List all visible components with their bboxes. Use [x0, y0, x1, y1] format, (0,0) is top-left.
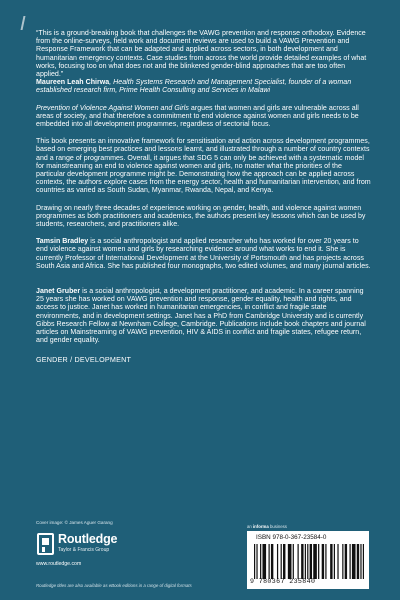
barcode-bar: [262, 544, 266, 579]
barcode-bar: [277, 544, 278, 579]
author-bio-text-1: is a social anthropologist and applied researcher who has worked for over 20 years to end violence against women and girls by researching evidence around what works to end it. She is currently Professor of International Development at the University of Portsmouth and has projects across South Asia and Africa. She has published four monographs, two edited volumes, and many journal articles.: [36, 238, 371, 270]
endorser-name: Maureen Leah Chirwa: [36, 79, 110, 87]
barcode-bar: [334, 544, 335, 579]
author-bio-text-2: is a social anthropologist, a development practitioner, and academic. In a career spanning 25 years she has worked on VAWG prevention and response, gender equality, health and rights, and access to justice. Janet has worked in humanitarian emergencies, in conflict and fragile state environments, and in development settings. Janet has a PhD from Cambridge University and is currently Gibbs Research Fellow at Newnham College, Cambridge. Publications include book chapters and journal articles on Mainstreaming of VAWG prevention, HIV & AIDS in conflict and fragile states, refugee return, and gender equality.: [36, 288, 366, 345]
barcode-bar: [254, 544, 255, 579]
barcode-bar: [330, 544, 332, 579]
barcode-bar: [357, 544, 359, 579]
barcode-bar: [342, 544, 343, 579]
endorsement-attribution: [36, 79, 371, 95]
quote-mark-decoration: [21, 16, 36, 30]
barcode-bar: [322, 544, 324, 579]
barcode-bar: [310, 544, 312, 579]
barcode-bar: [293, 544, 294, 579]
author-name-1: Tamsin Bradley: [36, 238, 89, 246]
publisher-name: Routledge: [58, 532, 118, 546]
barcode-bar: [325, 544, 326, 579]
author-bio-2: [36, 288, 371, 345]
imprint-prefix: an: [247, 524, 253, 529]
publisher-group: Taylor & Francis Group: [58, 547, 110, 553]
barcode-bar: [271, 544, 273, 579]
back-cover-text: [36, 30, 371, 364]
imprint-company: informa: [252, 524, 269, 529]
barcode-bar: [281, 544, 282, 579]
barcode-bar: [345, 544, 347, 579]
barcode-bar: [301, 544, 303, 579]
author-bio-1: [36, 238, 371, 271]
barcode-bar: [337, 544, 338, 579]
book-title-inline: Prevention of Violence Against Women and Girls: [36, 104, 189, 112]
barcode-bar: [352, 544, 356, 579]
description-p1-text: argues that women and girls are vulnerable across all areas of society, and that therefore a commitment to end violence against women and girls needs to be embedded into all development programmes, regardless of sectorial focus.: [36, 104, 359, 129]
barcode-bar: [298, 544, 299, 579]
barcode-bar: [307, 544, 308, 579]
cover-image-credit: Cover image: © James Aguer Garang: [36, 520, 113, 525]
author-name-2: Janet Gruber: [36, 288, 81, 296]
description-paragraph-1: [36, 105, 371, 130]
barcode-bar: [305, 544, 306, 579]
barcode-bar: [363, 544, 364, 579]
barcode-bars: [254, 544, 364, 579]
description-paragraph-3: Drawing on nearly three decades of experience working on gender, health, and violence against women programmes as both practitioners and academics, the authors present key lessons which can be used by students, researchers, and practitioners alike.: [36, 204, 366, 229]
informa-imprint: [247, 524, 287, 529]
barcode-bar: [360, 544, 361, 579]
description-paragraph-2: This book presents an innovative framework for sensitisation and action across development programmes, based on emerging best practices and lessons learnt, and illustrated through a number of country contexts and a range of programmes. Overall, it argues that SDG 5 can only be achieved with a systematic model for mainstreaming an end to violence against women and girls, no matter what the priorities of the particular development programme might be. Demonstrating how the approach can be applied across contexts, the authors explore cases from the energy sector, health and humanitarian intervention, and from countries as varied as South Sudan, Myanmar, Rwanda, Nepal, and Kenya.: [36, 138, 371, 195]
publisher-url: www.routledge.com: [36, 561, 82, 567]
barcode-bar: [256, 544, 257, 579]
ebook-note: Routledge titles are also available as eBook editions in a range of digital formats: [36, 583, 192, 588]
imprint-suffix: business: [268, 524, 287, 529]
endorsement: [36, 30, 371, 96]
barcode-bar: [349, 544, 350, 579]
endorser-role: , Health Systems Research and Management Specialist, founder of a woman established research firm, Prime Health Consulting and Services in Malawi: [36, 79, 352, 95]
isbn-label: ISBN 978-0-367-23584-0: [256, 534, 327, 541]
barcode-bar: [283, 544, 285, 579]
publisher-block: [36, 530, 146, 570]
barcode-bar: [318, 544, 319, 579]
routledge-logo-icon: [36, 532, 56, 556]
subject-category: GENDER / DEVELOPMENT: [36, 354, 132, 364]
barcode-bar: [260, 544, 261, 579]
barcode-bar: [313, 544, 317, 579]
barcode-digits: 9 780367 235840: [250, 578, 316, 585]
barcode-bar: [269, 544, 270, 579]
barcode-panel: [247, 531, 369, 589]
endorsement-quote: “This is a ground-breaking book that challenges the VAWG prevention and response orthodoxy. Evidence from the online-surveys, field work and document reviews are used to build a VAWG Prevention and Response Framework that can be adapted and applied across sectors, in both development and humanitarian emergency contexts. Case studies from across the world provide detailed examples of what works, focusing too on what does not and the blinkered gender-blind approaches that are too often applied.”: [36, 30, 367, 79]
barcode-bar: [288, 544, 292, 579]
